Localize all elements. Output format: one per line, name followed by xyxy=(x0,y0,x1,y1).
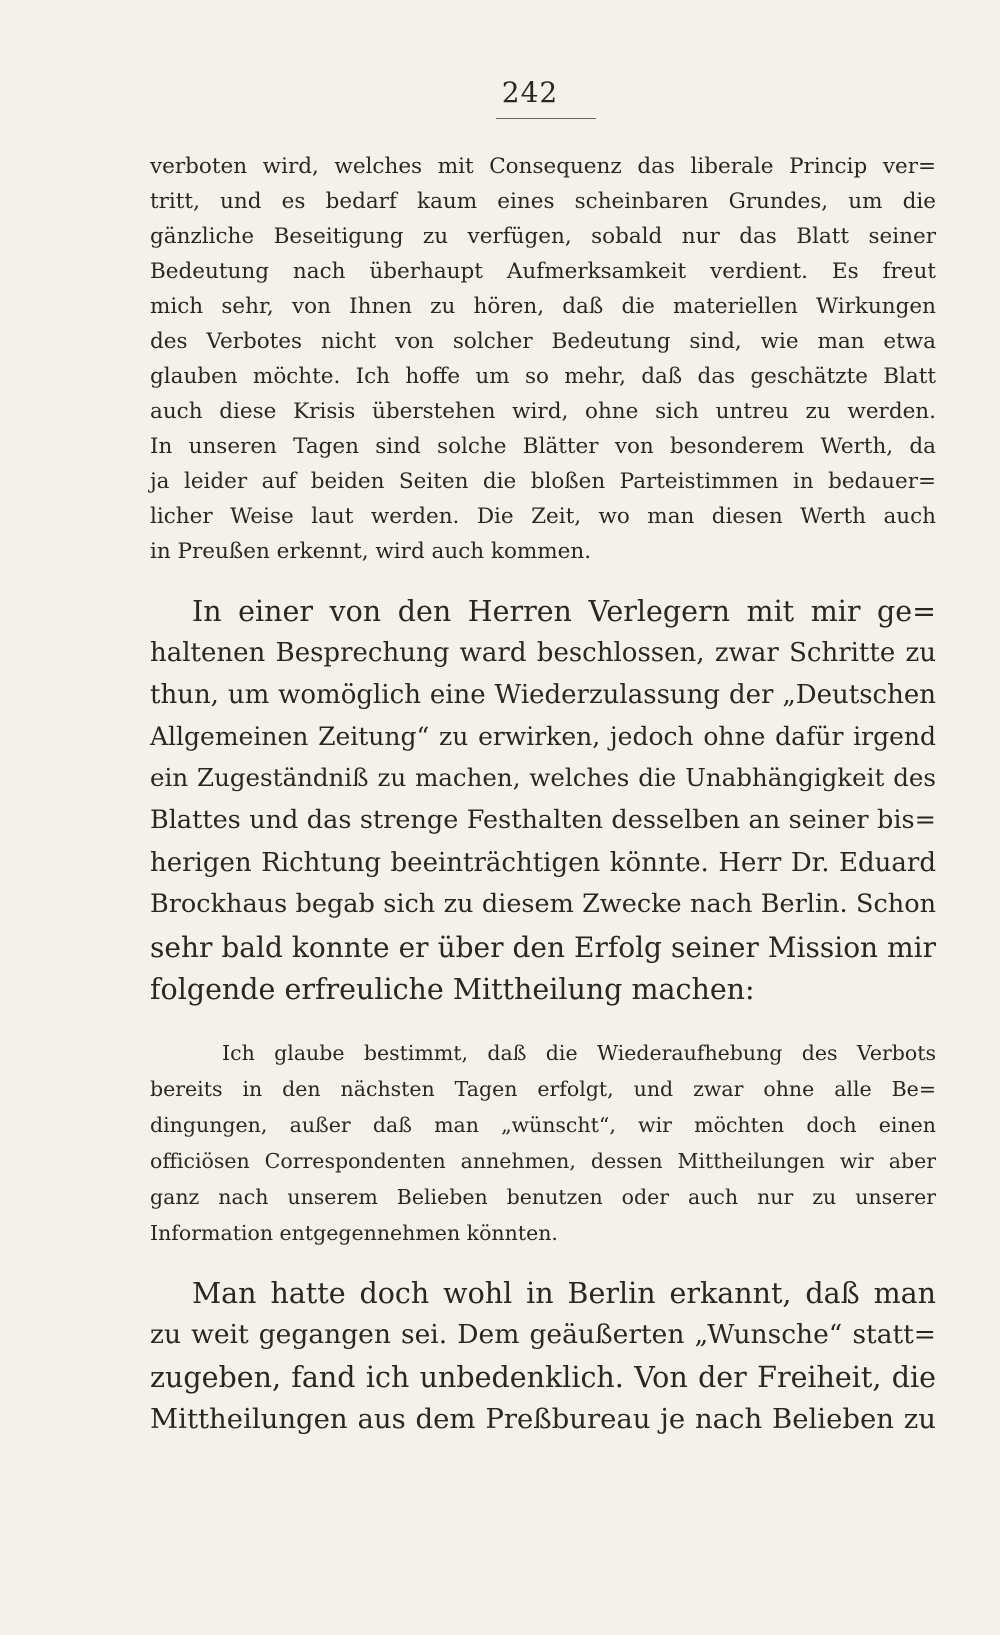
text-line: Allgemeinen Zeitung“ zu erwirken, jedoch ohne dafür irgend xyxy=(150,722,936,751)
text-line: officiösen Correspondenten annehmen, dessen Mittheilungen wir aber xyxy=(150,1149,936,1173)
text-line: auch diese Krisis überstehen wird, ohne sich untreu zu werden. xyxy=(150,399,936,424)
text-line: ja leider auf beiden Seiten die bloßen Parteistimmen in bedauer= xyxy=(150,469,936,494)
text-line: Bedeutung nach überhaupt Aufmerksamkeit verdient. Es freut xyxy=(150,259,936,284)
text-line: ein Zugeständniß zu machen, welches die Unabhängigkeit des xyxy=(150,763,936,792)
text-line: licher Weise laut werden. Die Zeit, wo man diesen Werth auch xyxy=(150,504,936,529)
text-line: zu weit gegangen sei. Dem geäußerten „Wunsche“ statt= xyxy=(150,1319,936,1350)
text-line: haltenen Besprechung ward beschlossen, zwar Schritte zu xyxy=(150,638,936,668)
text-line: Ich glaube bestimmt, daß die Wiederaufhebung des Verbots xyxy=(222,1041,936,1065)
text-line: des Verbotes nicht von solcher Bedeutung sind, wie man etwa xyxy=(150,329,936,354)
text-line: Mittheilungen aus dem Preßbureau je nach Belieben zu xyxy=(150,1403,936,1435)
text-line: ganz nach unserem Belieben benutzen oder auch nur zu unserer xyxy=(150,1185,936,1209)
text-line: verboten wird, welches mit Consequenz das liberale Princip ver= xyxy=(150,154,936,179)
text-line: Information entgegennehmen könnten. xyxy=(150,1221,558,1245)
text-line: dingungen, außer daß man „wünscht“, wir möchten doch einen xyxy=(150,1113,936,1137)
text-line: zugeben, fand ich unbedenklich. Von der Freiheit, die xyxy=(150,1361,936,1394)
text-line: gänzliche Beseitigung zu verfügen, sobald nur das Blatt seiner xyxy=(150,224,936,249)
text-line: In einer von den Herren Verlegern mit mir ge= xyxy=(192,595,936,628)
text-line: tritt, und es bedarf kaum eines scheinbaren Grundes, um die xyxy=(150,189,936,214)
text-line: glauben möchte. Ich hoffe um so mehr, daß das geschätzte Blatt xyxy=(150,364,936,389)
text-line: herigen Richtung beeinträchtigen könnte. Herr Dr. Eduard xyxy=(150,848,936,878)
text-line: bereits in den nächsten Tagen erfolgt, und zwar ohne alle Be= xyxy=(150,1077,936,1101)
text-line: folgende erfreuliche Mittheilung machen: xyxy=(150,973,755,1006)
page-number-rule xyxy=(496,118,596,119)
text-line: in Preußen erkennt, wird auch kommen. xyxy=(150,539,592,564)
text-line: In unseren Tagen sind solche Blätter von besonderem Werth, da xyxy=(150,434,936,459)
text-line: mich sehr, von Ihnen zu hören, daß die materiellen Wirkungen xyxy=(150,294,936,319)
text-line: Blattes und das strenge Festhalten desselben an seiner bis= xyxy=(150,805,936,835)
text-line: thun, um womöglich eine Wiederzulassung der „Deutschen xyxy=(150,680,936,710)
text-line: sehr bald konnte er über den Erfolg seiner Mission mir xyxy=(150,931,936,964)
text-line: Brockhaus begab sich zu diesem Zwecke nach Berlin. Schon xyxy=(150,889,936,919)
text-line: Man hatte doch wohl in Berlin erkannt, daß man xyxy=(192,1277,936,1310)
page-number: 242 xyxy=(501,76,559,109)
